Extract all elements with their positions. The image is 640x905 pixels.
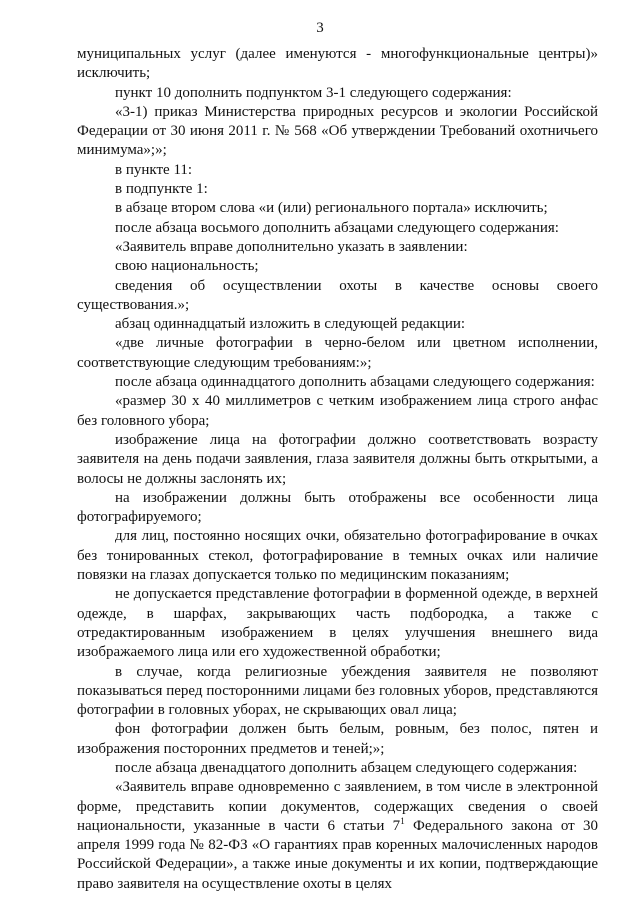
paragraph: в абзаце втором слова «и (или) регионального портала» исключить; — [115, 200, 548, 217]
paragraph: на изображении должны быть отображены все особенности лица фотографируемого; — [77, 489, 598, 526]
paragraph: фон фотографии должен быть белым, ровным, без полос, пятен и изображения посторонних предметов и теней;»; — [77, 721, 598, 757]
paragraph: в пункте 11: — [115, 161, 193, 178]
paragraph: в случае, когда религиозные убеждения заявителя не позволяют показываться перед посторонними лицами без головных уборов, представляются фотографии в головных уборах, не скрывающих овал лица; — [77, 663, 598, 719]
paragraph: изображение лица на фотографии должно соответствовать возрасту заявителя на день подачи заявления, глаза заявителя должны быть открытыми, а волосы не должны заслонять их; — [77, 431, 598, 487]
paragraph-last — [77, 778, 598, 894]
paragraph-text-end: Федерального закона от 30 апреля 1999 года № 82-ФЗ «О гарантиях прав коренных малочисленных народов Российской Федерации», а также иные документы и их копии, подтверждающие право заявителя на осуществление охоты в целях — [77, 817, 598, 892]
paragraph: сведения об осуществлении охоты в качестве основы своего существования.»; — [77, 277, 598, 313]
paragraph: свою национальность; — [115, 258, 259, 275]
document-body — [77, 45, 598, 894]
paragraph: после абзаца двенадцатого дополнить абзацем следующего содержания: — [115, 759, 578, 776]
paragraph: после абзаца восьмого дополнить абзацами следующего содержания: — [115, 219, 559, 236]
paragraph: «Заявитель вправе дополнительно указать в заявлении: — [115, 238, 468, 255]
superscript-article-number: 1 — [400, 815, 405, 826]
paragraph: пункт 10 дополнить подпунктом 3-1 следующего содержания: — [115, 84, 512, 101]
paragraph: абзац одиннадцатый изложить в следующей редакции: — [115, 316, 466, 333]
page-number: 3 — [316, 20, 324, 36]
paragraph: «две личные фотографии в черно-белом или цветном исполнении, соответствующие следующим требованиям:»; — [77, 335, 598, 371]
paragraph: «3-1) приказ Министерства природных ресурсов и экологии Российской Федерации от 30 июня 2011 г. № 568 «Об утверждении Требований охотничьего минимума»;»; — [77, 103, 598, 159]
paragraph: в подпункте 1: — [115, 181, 208, 198]
paragraph: муниципальных услуг (далее именуются - многофункциональные центры)» исключить; — [77, 46, 598, 82]
paragraph: «размер 30 х 40 миллиметров с четким изображением лица строго анфас без головного убора; — [77, 393, 598, 429]
paragraph: для лиц, постоянно носящих очки, обязательно фотографирование в очках без тонированных стекол, фотографирование в темных очках или наличие повязки на глазах допускается только по медицинским показаниям; — [77, 528, 598, 584]
paragraph: не допускается представление фотографии в форменной одежде, в верхней одежде, в шарфах, закрывающих часть подбородка, а также с отредактированным изображением в целях улучшения внешнего вида изображаемого лица или его художественной обработки; — [77, 586, 598, 661]
paragraph-text-start: «Заявитель вправе одновременно с заявлением, в том числе в электронной форме, представить копии документов, содержащих сведения о своей национальности, указанные в части 6 статьи 7 — [77, 779, 598, 834]
paragraph: после абзаца одиннадцатого дополнить абзацами следующего содержания: — [115, 374, 595, 391]
